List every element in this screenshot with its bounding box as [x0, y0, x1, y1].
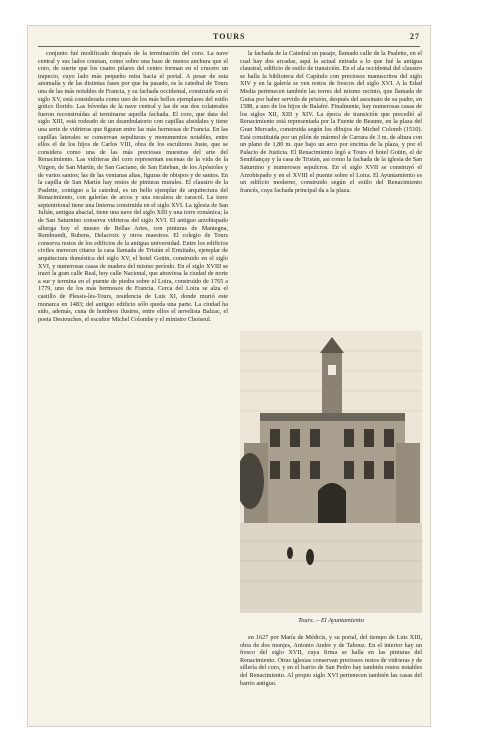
left-column	[38, 50, 228, 718]
right-column-top-text: la fachada de la Catedral un pasaje, llamado calle de la Psalette, en el cual hay dos arcadas, aquí la actual entrada a lo que fué la antigua claustral, edificio de estilo de transición. En el ala occidental del claustro se halla la biblioteca del Capítulo con preciosos manuscritos del siglo XIV y en la galería se ven restos de frescos del siglo XVI. A la Edad Media pertenecen también las torres del mismo recinto, que llamada de Guisa por haber servido de prisión, después del asesinato de su padre, en 1588, a uno de los hijos de Balafré. Finalmente, hay numerosas casas de los siglos XII, XIII y XIV. La época de transición que precedió al Renacimiento está representada por la Fuente de Beaune, en la plaza del Gran Mercado, construida según los dibujos de Michel Colomb (1510). Está constituida por un pilón de mármol de Carrara de 3 m. de altura con un plano de 1,80 m. que bajo un arco por encima de la plaza, y por el Palacio de Justicia. El Renacimiento legó a Tours el hotel Goüin, el de Semblançay y la casa de Tristán, así como la fachada de la iglesia de San Saturnino y numerosos sepulcros. En el siglo XVII se construyó el Arzobispado y en el XVIII el puente sobre el Loira. El Ayuntamiento es un edificio moderno, construido según el estilo del Renacimiento francés, cuya fachada principal da a la plaza.	[240, 50, 422, 194]
figure-caption: Tours. – El Ayuntamiento	[298, 617, 364, 624]
running-title: TOURS	[213, 32, 246, 41]
town-hall-engraving	[240, 331, 422, 613]
town-hall-illustration	[240, 331, 422, 627]
book-page	[28, 26, 430, 726]
right-column-bottom	[240, 634, 422, 718]
right-column-top	[240, 50, 422, 330]
header-rule	[38, 46, 420, 47]
page-number: 27	[410, 32, 420, 41]
right-column-bottom-text: en 1627 por María de Médicis, y su portal, del tiempo de Luis XIII, obra de dos monjes, Antonio Andre y de Tabouz. En el interior hay un fresco del siglo XVII, cuya firma se halla en las pinturas del Renacimiento. Otras iglesias conservan preciosos restos de vidrieras y de sillería del coro, y en el barrio de San Pedro hay también restos notables del Renacimiento. Al propio siglo XVI pertenecen también las casas del barrio antiguo.	[240, 634, 422, 687]
left-column-text: conjunto fué modificado después de la terminación del coro. La nave central y sus lados constan, como sobre una base de menos anchura que el coro, de suerte que los cuatro pilares del centro forman en el crucero un trapecio, cuyo lado más pequeño mira hacia el portal. A pesar de esta anomalía y de las distintas fases por que ha pasado, es la catedral de Tours una de las más notables de Francia, y su fachada occidental, construida en el siglo XV, está considerada como uno de los más bellos ejemplares del estilo gótico florido. Las bóvedas de la nave central y las de sus dos colaterales fueron reconstruídas al terminarse aquella fachada. El coro, que data del siglo XIII, está rodeado de un deambulatorio con capillas absidales y tiene una serie de vidrieras que figuran entre las más hermosas de Francia. En las capillas laterales se conservan sepulturas y monumentos notables, entre ellos el de los hijos de Carlos VIII, obra de los escultores Juste, que se considera como una de las más preciosas muestras del arte del Renacimiento. Las vidrieras del coro representan escenas de la vida de la Virgen, de San Martín, de San Gaciano, de San Esteban, de los Apóstoles y de varios santos; las de las ventanas altas, figuras de obispos y de santos. En la capilla de San Martín hay restos de pinturas murales. El claustro de la Psalette, contiguo a la catedral, es un bello ejemplar de arquitectura del Renacimiento, con galerías de arcos y una escalera de caracol. La torre septentrional tiene una linterna construida en el siglo XVI. La iglesia de San Julián, antigua abacial, tiene una nave del siglo XIII y una torre románica; la de San Saturnino conserva vidrieras del siglo XVI. El antiguo arzobispado alberga hoy el museo de Bellas Artes, con pinturas de Mantegna, Rembrandt, Rubens, Delacroix y otros maestros. El colegio de Tours conserva restos de los edificios de la antigua universidad. Entre los edificios civiles merecen citarse la casa llamada de Tristán el Ermitaño, ejemplar de arquitectura doméstica del siglo XV, el hotel Goüin, construido en el siglo XVI, y numerosas casas de madera del mismo período. En el siglo XVIII se trazó la gran calle Real, hoy calle Nacional, que atraviesa la ciudad de norte a sur y termina en el puente de piedra sobre el Loira, construido de 1765 a 1779, uno de los más hermosos de Francia. Cerca del Loira se alza el castillo de Plessis-lès-Tours, residencia de Luis XI, donde murió este monarca en 1483; del antiguo edificio sólo queda una parte. La ciudad ha sido, además, cuna de hombres ilustres, entre ellos el novelista Balzac, el poeta Destouches, el escultor Michel Colombe y el ministro Choiseul.	[38, 50, 228, 323]
page-header	[28, 32, 430, 44]
